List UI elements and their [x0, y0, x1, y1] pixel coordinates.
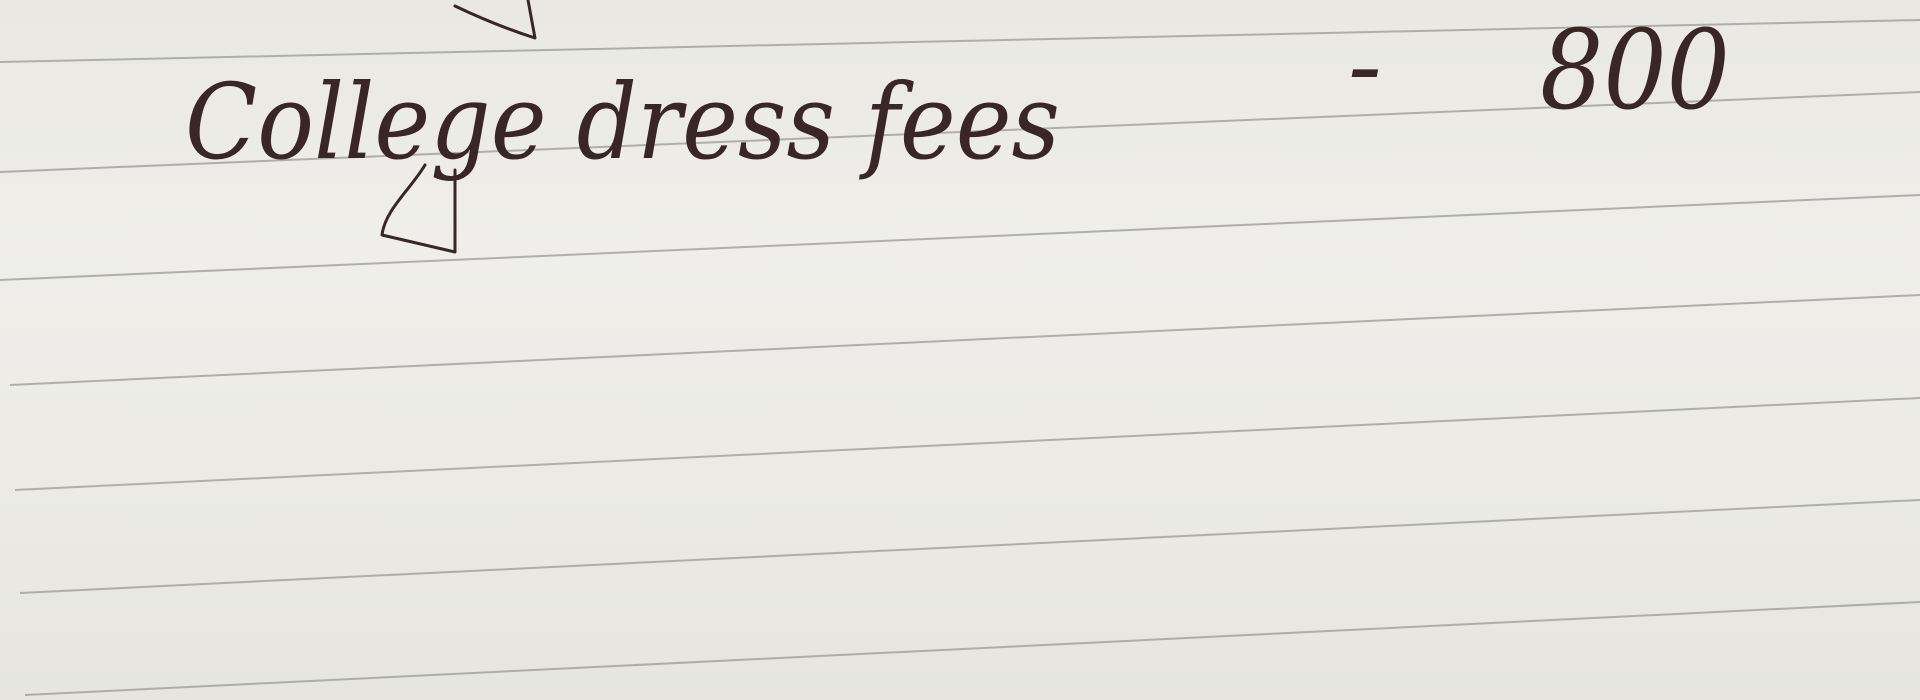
stray-pen-mark	[455, 0, 535, 38]
note-amount: 800	[1540, 6, 1730, 134]
note-item-text: College dress fees	[185, 61, 1060, 183]
note-separator: -	[1348, 7, 1382, 124]
